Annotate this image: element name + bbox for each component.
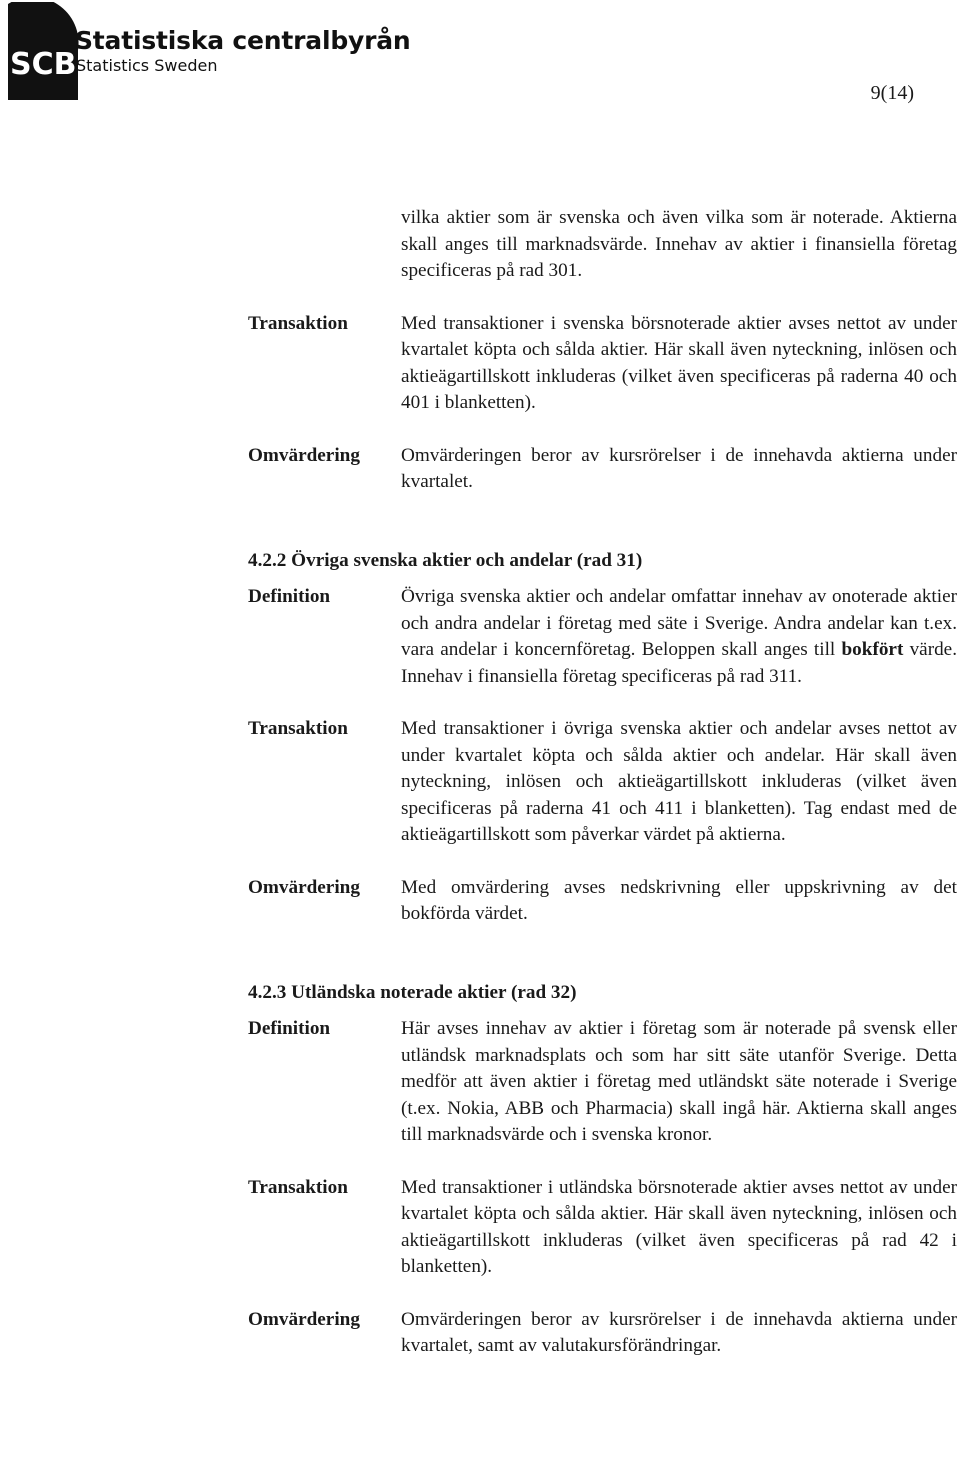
definition-label: Definition	[248, 586, 331, 607]
scb-logo-icon	[0, 2, 80, 102]
page-header	[0, 0, 960, 120]
revaluation-text: Omvärderingen beror av kursrörelser i de innehavda aktierna under kvartalet, samt av valutakursförändringar.	[401, 1308, 957, 1356]
transaction-label: Transaktion	[248, 1176, 348, 1198]
section-heading-4-2-2: 4.2.2 Övriga svenska aktier och andelar (rad 31)	[248, 549, 643, 571]
transaction-text: Med transaktioner i utländska börsnoterade aktier avses nettot av under kvartalet köpta och sålda aktier. Här skall även nyteckning, inlösen och aktieägartillskott inkluderas (vilket även specificeras på rad 42 i blanketten).	[401, 1176, 957, 1277]
definition-text: Här avses innehav av aktier i företag som är noterade på svensk eller utländsk marknadsplats och som har sitt säte utanför Sverige. Detta medför att även aktier i företag med utländskt säte noterade i Sverige (t.ex. Nokia, ABB och Pharmacia) skall ingå här. Aktierna skall anges till marknadsvärde och i svenska kronor.	[401, 1018, 957, 1145]
intro-continuation: vilka aktier som är svenska och även vilka som är noterade. Aktierna skall anges till marknadsvärde. Innehav av aktier i finansiella företag specificeras på rad 301.	[401, 207, 957, 281]
revaluation-row-1	[248, 443, 958, 496]
revaluation-text: Med omvärdering avses nedskrivning eller uppskrivning av det bokförda värdet.	[401, 876, 957, 924]
definition-label: Definition	[248, 1018, 331, 1039]
org-subtitle: Statistics Sweden	[76, 56, 218, 75]
org-name: Statistiska centralbyrån	[75, 26, 411, 55]
definition-text: Övriga svenska aktier och andelar omfattar innehav av onoterade aktier och andra andelar i företag med säte i Sverige. Andra andelar kan t.ex. vara andelar i koncernföretag. Beloppen skall anges till bokfört värde. Innehav i finansiella företag specificeras på rad 311.	[401, 586, 957, 687]
transaction-text: Med transaktioner i övriga svenska aktier och andelar avses nettot av under kvartalet köpta och sålda aktier och andelar. Här skall även nyteckning, inlösen och aktieägartillskott inkluderas (vilket även specificeras på raderna 41 och 411 i blanketten). Tag endast med de aktieägartillskott som påverkar värdet på aktierna.	[401, 718, 957, 845]
transaction-label: Transaktion	[248, 312, 348, 334]
bold-term: bokfört	[841, 639, 904, 660]
svg-text:SCB: SCB	[10, 47, 77, 82]
definition-row-3	[248, 1016, 958, 1149]
revaluation-label: Omvärdering	[248, 1308, 360, 1330]
page-number: 9(14)	[870, 82, 914, 104]
revaluation-row-2	[248, 875, 958, 928]
transaction-label: Transaktion	[248, 718, 348, 739]
transaction-row-3	[248, 1175, 958, 1281]
section-heading-4-2-3: 4.2.3 Utländska noterade aktier (rad 32)	[248, 981, 577, 1003]
transaction-row-1	[248, 311, 958, 417]
transaction-text: Med transaktioner i svenska börsnoterade aktier avses nettot av under kvartalet köpta och sålda aktier. Här skall även nyteckning, inlösen och aktieägartillskott inkluderas (vilket även specificeras på raderna 40 och 401 i blanketten).	[401, 312, 957, 413]
revaluation-text: Omvärderingen beror av kursrörelser i de innehavda aktierna under kvartalet.	[401, 444, 957, 492]
revaluation-label: Omvärdering	[248, 444, 360, 466]
revaluation-label: Omvärdering	[248, 876, 360, 898]
definition-row-2	[248, 584, 958, 690]
document-body	[248, 205, 958, 1360]
revaluation-row-3	[248, 1307, 958, 1360]
transaction-row-2	[248, 716, 958, 849]
